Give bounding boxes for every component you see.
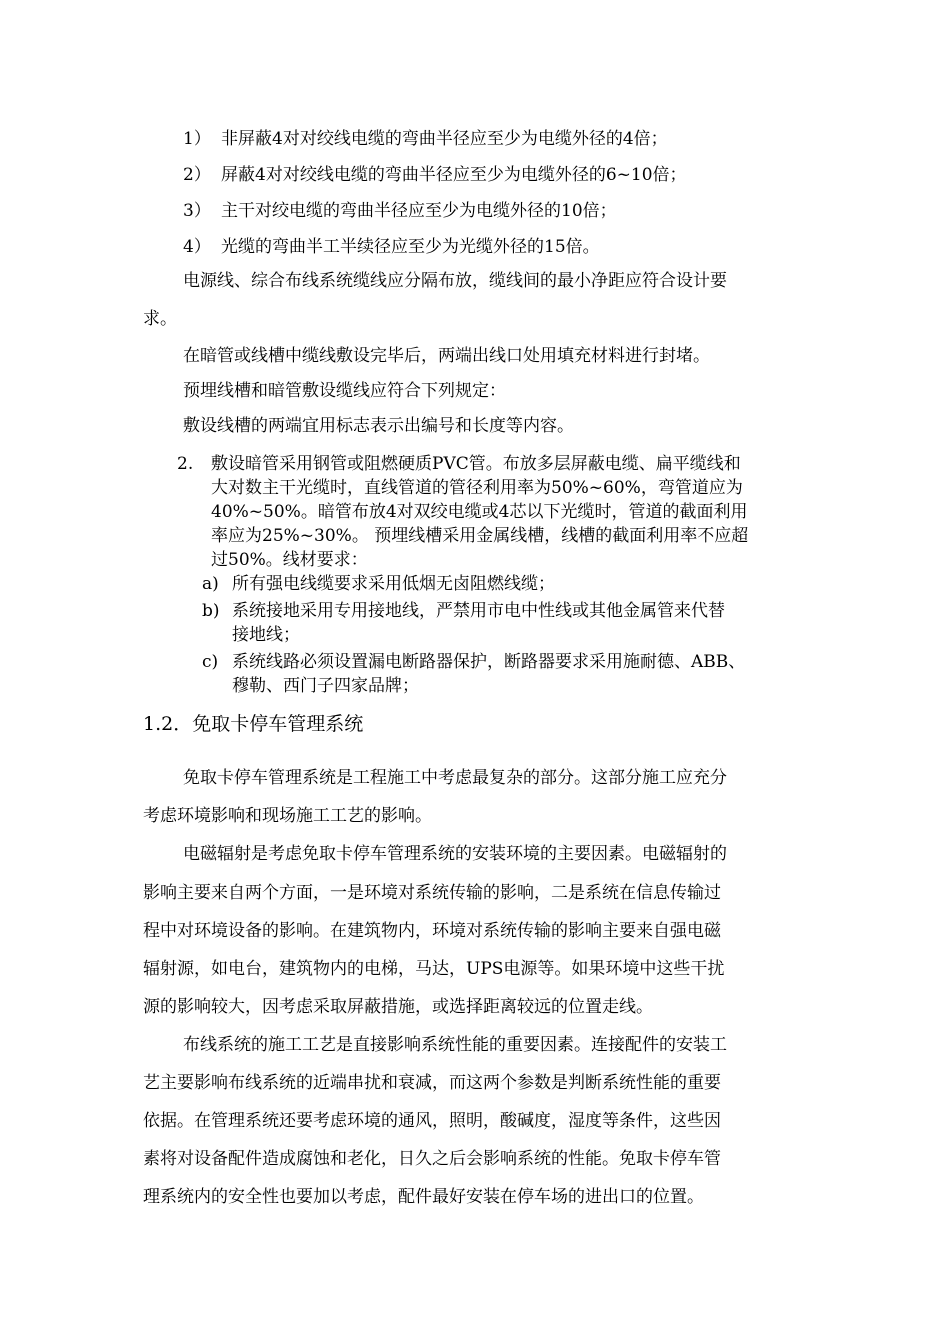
list-item-number: 4） xyxy=(183,237,211,257)
sub-item-a xyxy=(202,573,555,595)
section-p2-line-4: 辐射源，如电台，建筑物内的电梯，马达，UPS电源等。如果环境中这些干扰 xyxy=(143,959,725,979)
sub-item-c xyxy=(202,651,745,673)
item-2-line-1: 敷设暗管采用钢管或阻燃硬质PVC管。布放多层屏蔽电缆、扁平缆线和 xyxy=(211,454,741,474)
item-2-line-2: 大对数主干光缆时，直线管道的管径利用率为50%~60%，弯管道应为 xyxy=(211,478,743,498)
sub-item-b-line-2: 接地线； xyxy=(232,625,300,645)
list-item-3 xyxy=(183,200,617,222)
section-p3-line-5: 理系统内的安全性也要加以考虑，配件最好安装在停车场的进出口的位置。 xyxy=(143,1187,704,1207)
sub-item-letter: a) xyxy=(202,574,219,594)
section-p1-line-1: 免取卡停车管理系统是工程施工中考虑最复杂的部分。这部分施工应充分 xyxy=(183,768,727,788)
paragraph-sealing: 在暗管或线槽中缆线敷设完毕后，两端出线口处用填充材料进行封堵。 xyxy=(183,346,710,366)
section-p1-line-2: 考虑环境影响和现场施工工艺的影响。 xyxy=(143,806,432,826)
list-item-number: 2） xyxy=(183,165,211,185)
section-p2-line-3: 程中对环境设备的影响。在建筑物内，环境对系统传输的影响主要来自强电磁 xyxy=(143,921,721,941)
sub-item-text: 系统线路必须设置漏电断路器保护，断路器要求采用施耐德、ABB、 xyxy=(232,652,746,672)
section-p3-line-3: 依据。在管理系统还要考虑环境的通风，照明，酸碱度，湿度等条件，这些因 xyxy=(143,1111,721,1131)
list-item-text: 主干对绞电缆的弯曲半径应至少为电缆外径的10倍； xyxy=(221,201,617,221)
paragraph-cable-separation-line-2: 求。 xyxy=(143,309,177,329)
list-item-text: 光缆的弯曲半工半续径应至少为光缆外径的15倍。 xyxy=(221,237,600,257)
list-item-1 xyxy=(183,128,668,150)
section-p3-line-2: 艺主要影响布线系统的近端串扰和衰减，而这两个参数是判断系统性能的重要 xyxy=(143,1073,721,1093)
paragraph-cable-separation-line-1: 电源线、综合布线系统缆线应分隔布放，缆线间的最小净距应符合设计要 xyxy=(183,271,727,291)
section-p2-line-5: 源的影响较大，因考虑采取屏蔽措施，或选择距离较远的位置走线。 xyxy=(143,997,653,1017)
section-p2-line-1: 电磁辐射是考虑免取卡停车管理系统的安装环境的主要因素。电磁辐射的 xyxy=(183,844,727,864)
sub-item-b xyxy=(202,600,725,622)
item-2-number: 2. xyxy=(177,454,194,474)
sub-item-letter: b) xyxy=(202,601,220,621)
item-2-line-5: 过50%。线材要求： xyxy=(211,550,368,570)
list-item-4 xyxy=(183,236,600,258)
list-item-2 xyxy=(183,164,687,186)
item-2-line-3: 40%~50%。暗管布放4对双绞电缆或4芯以下光缆时，管道的截面利用 xyxy=(211,502,748,522)
list-item-number: 1） xyxy=(183,129,211,149)
list-item-text: 屏蔽4对对绞线电缆的弯曲半径应至少为电缆外径的6~10倍； xyxy=(221,165,687,185)
sub-item-c-line-2: 穆勒、西门子四家品牌； xyxy=(232,676,419,696)
list-item-number: 3） xyxy=(183,201,211,221)
paragraph-trunking-marking: 敷设线槽的两端宜用标志表示出编号和长度等内容。 xyxy=(183,416,574,436)
sub-item-letter: c) xyxy=(202,652,219,672)
section-p3-line-1: 布线系统的施工工艺是直接影响系统性能的重要因素。连接配件的安装工 xyxy=(183,1035,727,1055)
sub-item-text: 系统接地采用专用接地线，严禁用市电中性线或其他金属管来代替 xyxy=(232,601,725,621)
sub-item-text: 所有强电线缆要求采用低烟无卤阻燃线缆； xyxy=(232,574,555,594)
section-heading: 1.2．免取卡停车管理系统 xyxy=(143,713,364,735)
list-item-text: 非屏蔽4对对绞线电缆的弯曲半径应至少为电缆外径的4倍； xyxy=(221,129,668,149)
paragraph-conduit-rules: 预埋线槽和暗管敷设缆线应符合下列规定： xyxy=(183,381,506,401)
section-p3-line-4: 素将对设备配件造成腐蚀和老化，日久之后会影响系统的性能。免取卡停车管 xyxy=(143,1149,721,1169)
section-p2-line-2: 影响主要来自两个方面，一是环境对系统传输的影响，二是系统在信息传输过 xyxy=(143,883,721,903)
item-2-line-4: 率应为25%~30%。 预埋线槽采用金属线槽，线槽的截面利用率不应超 xyxy=(211,526,749,546)
